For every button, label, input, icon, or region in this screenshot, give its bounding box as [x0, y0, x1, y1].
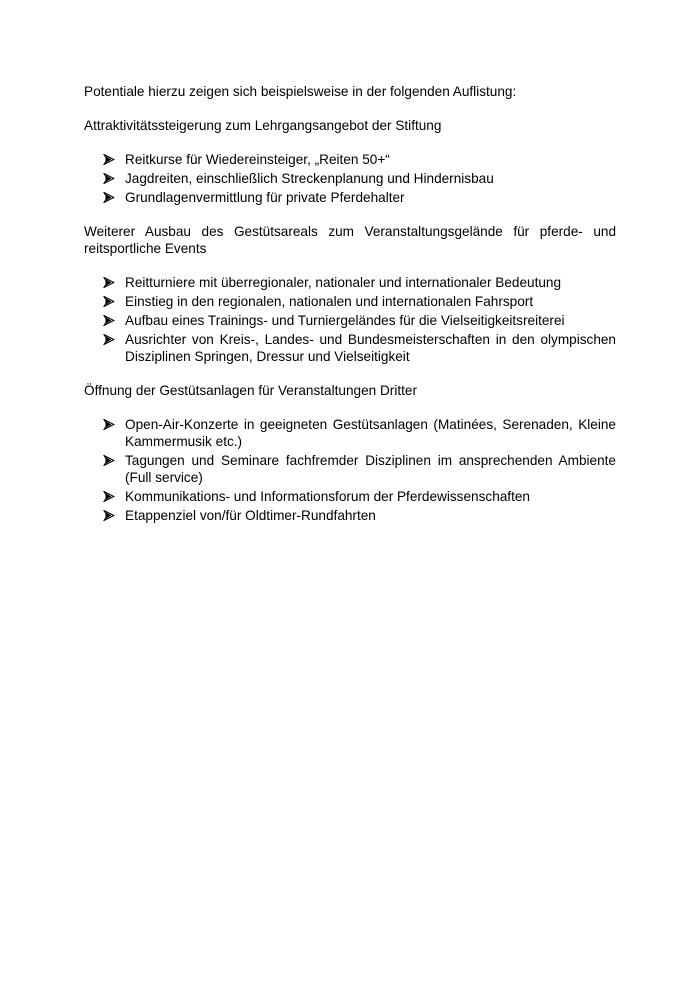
- list-item: [84, 452, 616, 486]
- list-item-text: Reitkurse für Wiedereinsteiger, „Reiten 50+“: [125, 152, 390, 167]
- list-item-text: Einstieg in den regionalen, nationalen und internationalen Fahrsport: [125, 294, 534, 309]
- arrow-bullet-icon: [103, 491, 115, 502]
- arrow-bullet-icon: [103, 296, 115, 307]
- list-item: [84, 312, 616, 329]
- arrow-bullet-icon: [103, 192, 115, 203]
- list-item: [84, 293, 616, 310]
- arrow-bullet-icon: [103, 419, 115, 430]
- list-item: [84, 507, 616, 524]
- list-item: [84, 151, 616, 168]
- list-item-text: Aufbau eines Trainings- und Turniergeländes für die Vielseitigkeitsreiterei: [125, 313, 565, 328]
- list-item: [84, 170, 616, 187]
- section-heading-gestuetsareal: Weiterer Ausbau des Gestütsareals zum Veranstaltungsgelände für pferde- und reitsportliche Events: [84, 224, 616, 256]
- arrow-bullet-icon: [103, 334, 115, 345]
- arrow-bullet-icon: [103, 455, 115, 466]
- arrow-bullet-icon: [103, 173, 115, 184]
- section-heading-veranstaltungen: Öffnung der Gestütsanlagen für Veranstaltungen Dritter: [84, 383, 417, 398]
- arrow-bullet-icon: [103, 277, 115, 288]
- list-item-text: Etappenziel von/für Oldtimer-Rundfahrten: [125, 508, 376, 523]
- list-item: [84, 274, 616, 291]
- list-item-text: Ausrichter von Kreis-, Landes- und Bundesmeisterschaften in den olympischen Disziplinen Springen, Dressur und Vielseitigkeit: [125, 332, 616, 364]
- list-item: [84, 189, 616, 206]
- list-veranstaltungen: [84, 416, 616, 524]
- arrow-bullet-icon: [103, 510, 115, 521]
- section-heading-lehrgang: Attraktivitätssteigerung zum Lehrgangsangebot der Stiftung: [84, 118, 442, 133]
- arrow-bullet-icon: [103, 315, 115, 326]
- list-item-text: Reitturniere mit überregionaler, nationaler und internationaler Bedeutung: [125, 275, 562, 290]
- list-item-text: Jagdreiten, einschließlich Streckenplanung und Hindernisbau: [125, 171, 494, 186]
- list-item-text: Open-Air-Konzerte in geeigneten Gestütsanlagen (Matinées, Serenaden, Kleine Kammermusik etc.): [125, 417, 616, 449]
- list-item: [84, 488, 616, 505]
- list-item-text: Grundlagenvermittlung für private Pferdehalter: [125, 190, 405, 205]
- list-lehrgang: [84, 151, 616, 206]
- list-item: [84, 331, 616, 365]
- document-page: [84, 83, 616, 541]
- intro-paragraph: Potentiale hierzu zeigen sich beispielsweise in der folgenden Auflistung:: [84, 84, 517, 99]
- list-gestuetsareal: [84, 274, 616, 365]
- list-item: [84, 416, 616, 450]
- list-item-text: Tagungen und Seminare fachfremder Disziplinen im ansprechenden Ambiente (Full service): [125, 453, 616, 485]
- arrow-bullet-icon: [103, 154, 115, 165]
- list-item-text: Kommunikations- und Informationsforum der Pferdewissenschaften: [125, 489, 530, 504]
